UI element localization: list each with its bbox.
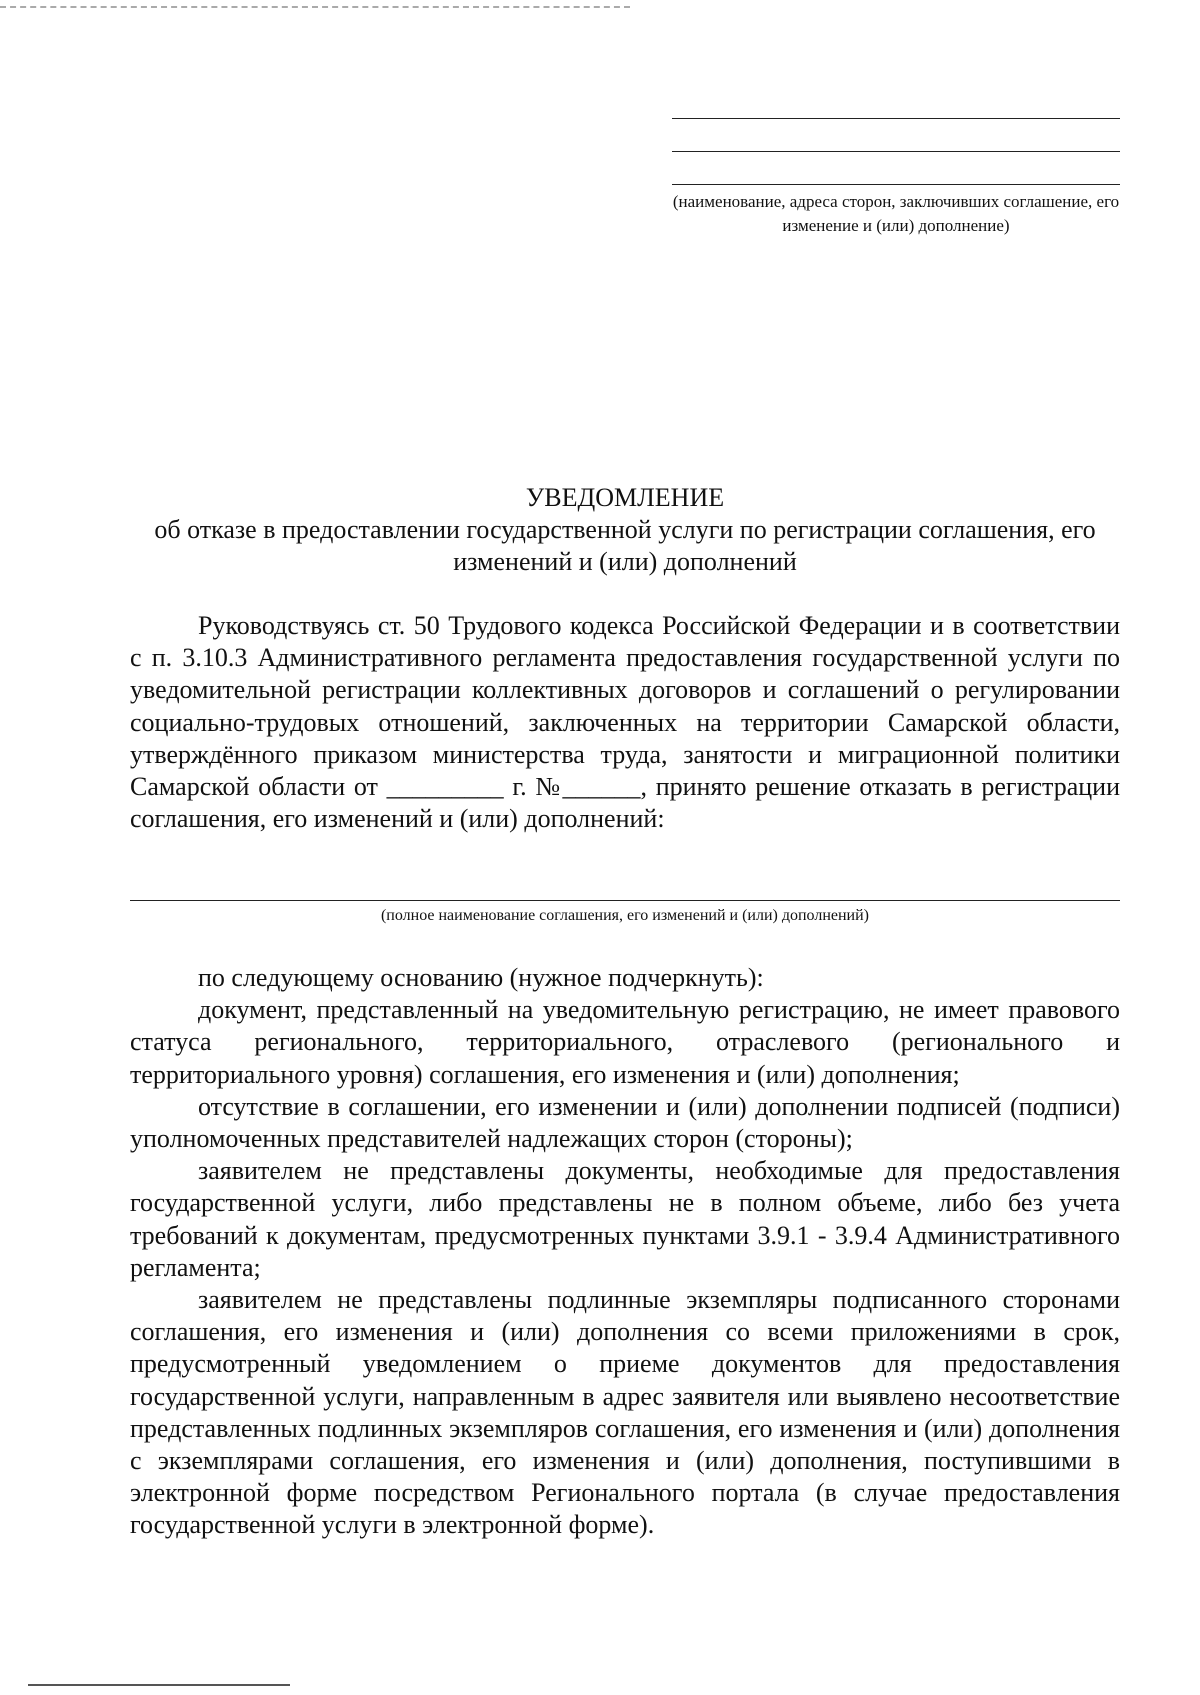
agreement-name-caption: (полное наименование соглашения, его изменений и (или) дополнений) — [380, 907, 870, 924]
addressee-line-3 — [672, 184, 1120, 185]
addressee-line-1 — [672, 118, 1120, 119]
footnote-separator — [28, 1684, 290, 1686]
addressee-line-2 — [672, 151, 1120, 152]
main-paragraph: Руководствуясь ст. 50 Трудового кодекса Российской Федерации и в соответствии с п. 3.10.3 Административного регламента предоставления государственной услуги по уведомительной регистрации коллективных договоров и соглашений о регулировании социально-трудовых отношений, заключенных на территории Самарской области, утверждённого приказом министерства труда, занятости и миграционной политики Самарской области от _________ г. №______, принято решение отказать в регистрации соглашения, его изменений и (или) дополнений: — [130, 611, 1120, 834]
document-subtitle: об отказе в предоставлении государственной услуги по регистрации соглашения, его изменений и (или) дополнений — [154, 515, 1096, 576]
document-title: УВЕДОМЛЕНИЕ — [525, 483, 725, 512]
agreement-name-line — [130, 900, 1120, 901]
addressee-caption: (наименование, адреса сторон, заключивших соглашение, его изменение и (или) дополнение) — [672, 192, 1120, 235]
addressee-block — [672, 118, 1120, 238]
scan-edge-mark — [0, 6, 630, 8]
ground-item-3: заявителем не представлены документы, необходимые для предоставления государственной услуги, либо представлены не в полном объеме, либо без учета требований к документам, предусмотренных пунктами 3.9.1 - 3.9.4 Административного регламента; — [130, 1156, 1120, 1282]
ground-item-4: заявителем не представлены подлинные экземпляры подписанного сторонами соглашения, его изменения и (или) дополнения со всеми приложениями в срок, предусмотренный уведомлением о приеме документов для предоставления государственной услуги, направленным в адрес заявителя или выявлено несоответствие представленных подлинных экземпляров соглашения, его изменения и (или) дополнения с экземплярами соглашения, его изменения и (или) дополнения, поступившими в электронной форме посредством Регионального портала (в случае предоставления государственной услуги в электронной форме). — [130, 1285, 1120, 1540]
grounds-intro: по следующему основанию (нужное подчеркнуть): — [198, 963, 764, 992]
ground-item-1: документ, представленный на уведомительную регистрацию, не имеет правового статуса регионального, территориального, отраслевого (регионального и территориального уровня) соглашения, его изменения и (или) дополнения; — [130, 995, 1120, 1089]
grounds-list — [130, 962, 1120, 1542]
ground-item-2: отсутствие в соглашении, его изменении и (или) дополнении подписей (подписи) уполномоченных представителей надлежащих сторон (стороны); — [130, 1091, 1120, 1154]
title-block — [130, 482, 1120, 578]
